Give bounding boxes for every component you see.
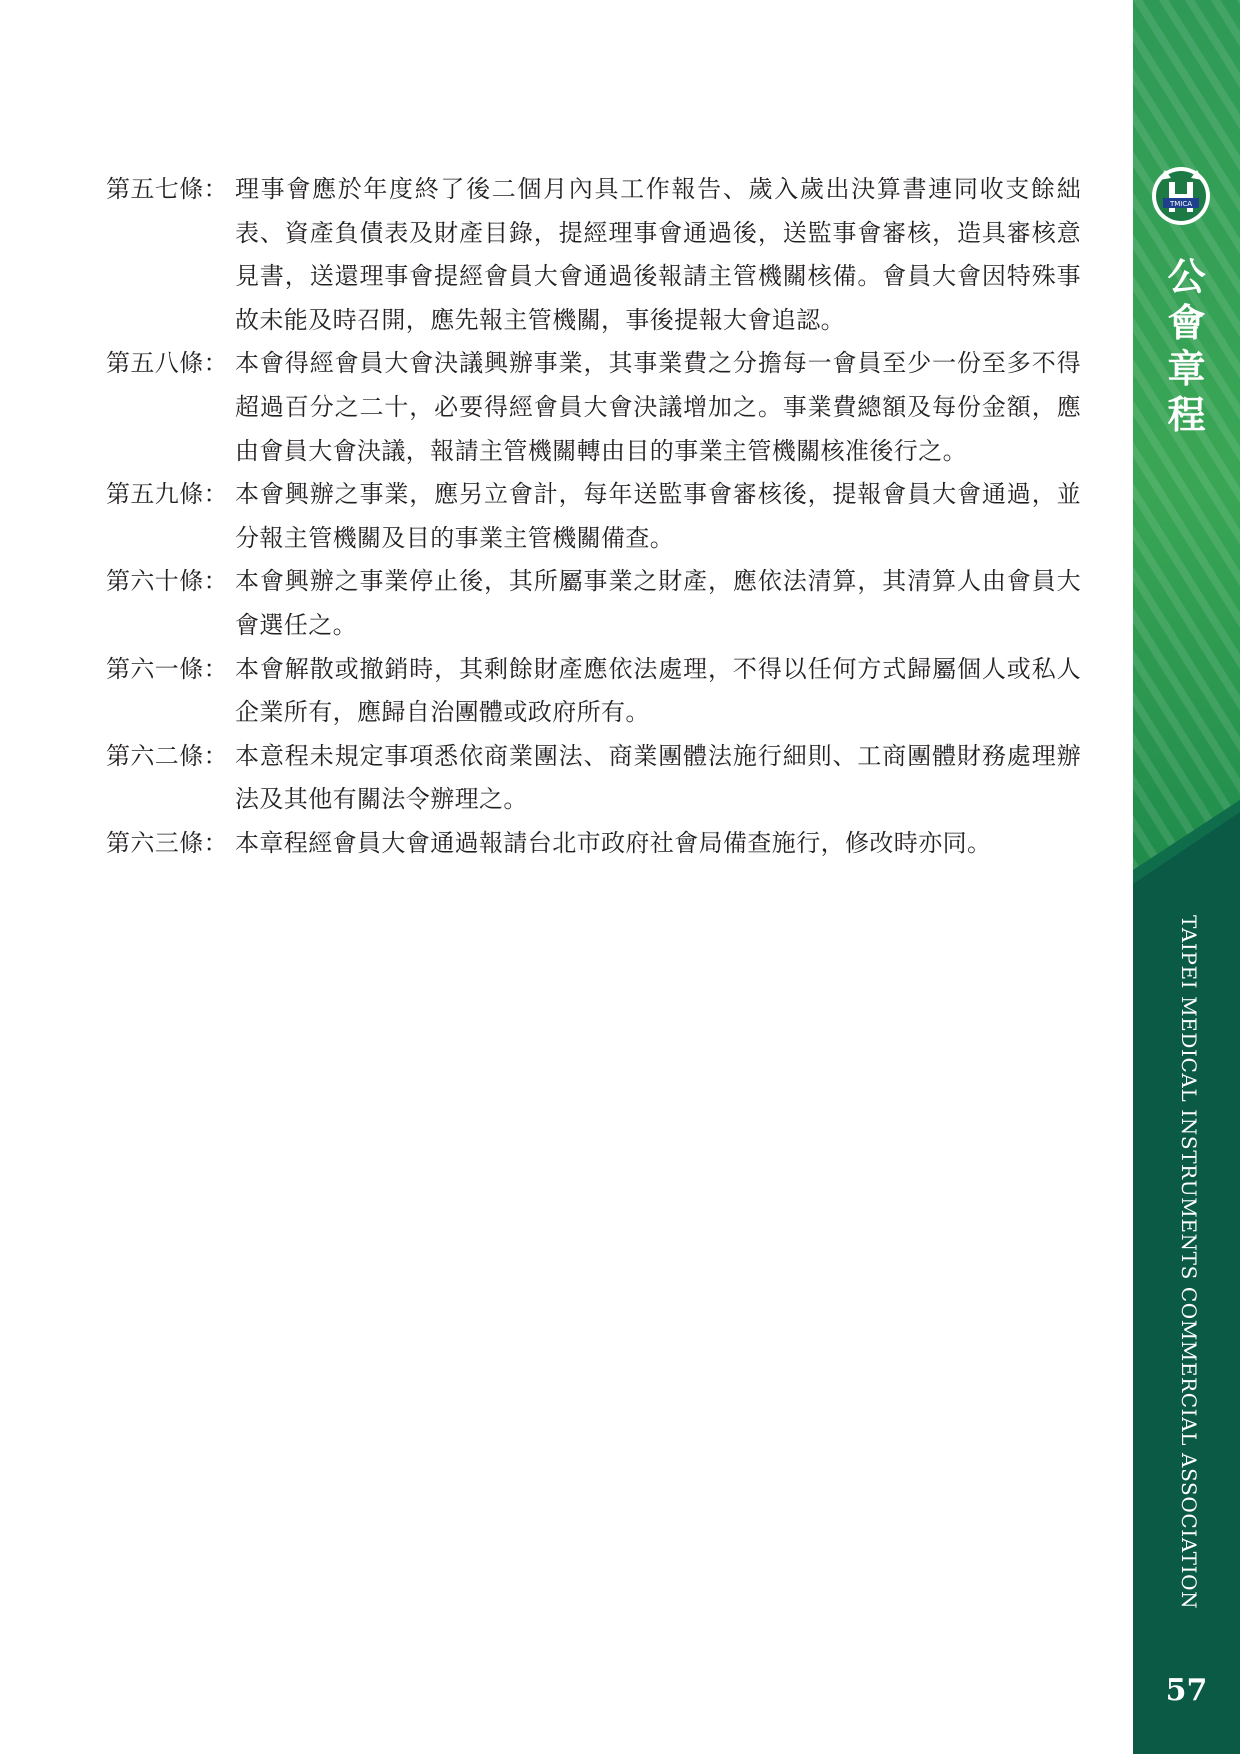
association-name-container (1171, 915, 1205, 1610)
title-char: 章 (1167, 346, 1206, 391)
page-number: 57 (1165, 1673, 1208, 1708)
association-logo (1149, 160, 1213, 230)
title-char: 會 (1167, 300, 1206, 345)
article-number: 第六三條： (106, 828, 228, 857)
article-58 (106, 342, 1081, 473)
title-char: 公 (1167, 254, 1206, 299)
article-62 (106, 735, 1081, 822)
association-name: TAIPEI MEDICAL INSTRUMENTS COMMERCIAL ASSOCIATION (1177, 915, 1201, 1610)
article-number: 第六十條： (106, 567, 228, 596)
section-title (1133, 254, 1240, 438)
article-text: 理事會應於年度終了後二個月內具工作報告、歲入歲出決算書連同收支餘絀表、資產負債表及財產目錄，提經理事會通過後，送監事會審核，造具審核意見書，送還理事會提經會員大會通過後報請主管機關核備。會員大會因特殊事故未能及時召開，應先報主管機關，事後提報大會追認。 (235, 175, 1081, 334)
title-char: 程 (1167, 392, 1206, 437)
article-text: 本會興辦之事業，應另立會計，每年送監事會審核後，提報會員大會通過，並分報主管機關及目的事業主管機關備查。 (235, 480, 1081, 552)
logo-text: TMICA (1169, 200, 1193, 208)
article-text: 本會興辦之事業停止後，其所屬事業之財產，應依法清算，其清算人由會員大會選任之。 (235, 567, 1081, 639)
articles-list (106, 168, 1081, 866)
article-number: 第五七條： (106, 175, 228, 203)
article-59 (106, 473, 1081, 560)
article-number: 第五八條： (106, 349, 228, 378)
article-text: 本章程經會員大會通過報請台北市政府社會局備查施行，修改時亦同。 (235, 828, 992, 857)
article-63 (106, 822, 1081, 866)
article-61 (106, 648, 1081, 735)
article-number: 第六二條： (106, 741, 228, 770)
sidebar (1133, 0, 1240, 1754)
article-number: 第五九條： (106, 480, 228, 509)
article-text: 本意程未規定事項悉依商業團法、商業團體法施行細則、工商團體財務處理辦法及其他有關法令辦理之。 (235, 741, 1081, 814)
article-number: 第六一條： (106, 654, 228, 683)
article-text: 本會得經會員大會決議興辦事業，其事業費之分擔每一會員至少一份至多不得超過百分之二十，必要得經會員大會決議增加之。事業費總額及每份金額，應由會員大會決議，報請主管機關轉由目的事業主管機關核准後行之。 (235, 349, 1081, 465)
article-text: 本會解散或撤銷時，其剩餘財產應依法處理，不得以任何方式歸屬個人或私人企業所有，應歸自治團體或政府所有。 (235, 654, 1081, 727)
article-60 (106, 560, 1081, 647)
article-57 (106, 168, 1081, 342)
